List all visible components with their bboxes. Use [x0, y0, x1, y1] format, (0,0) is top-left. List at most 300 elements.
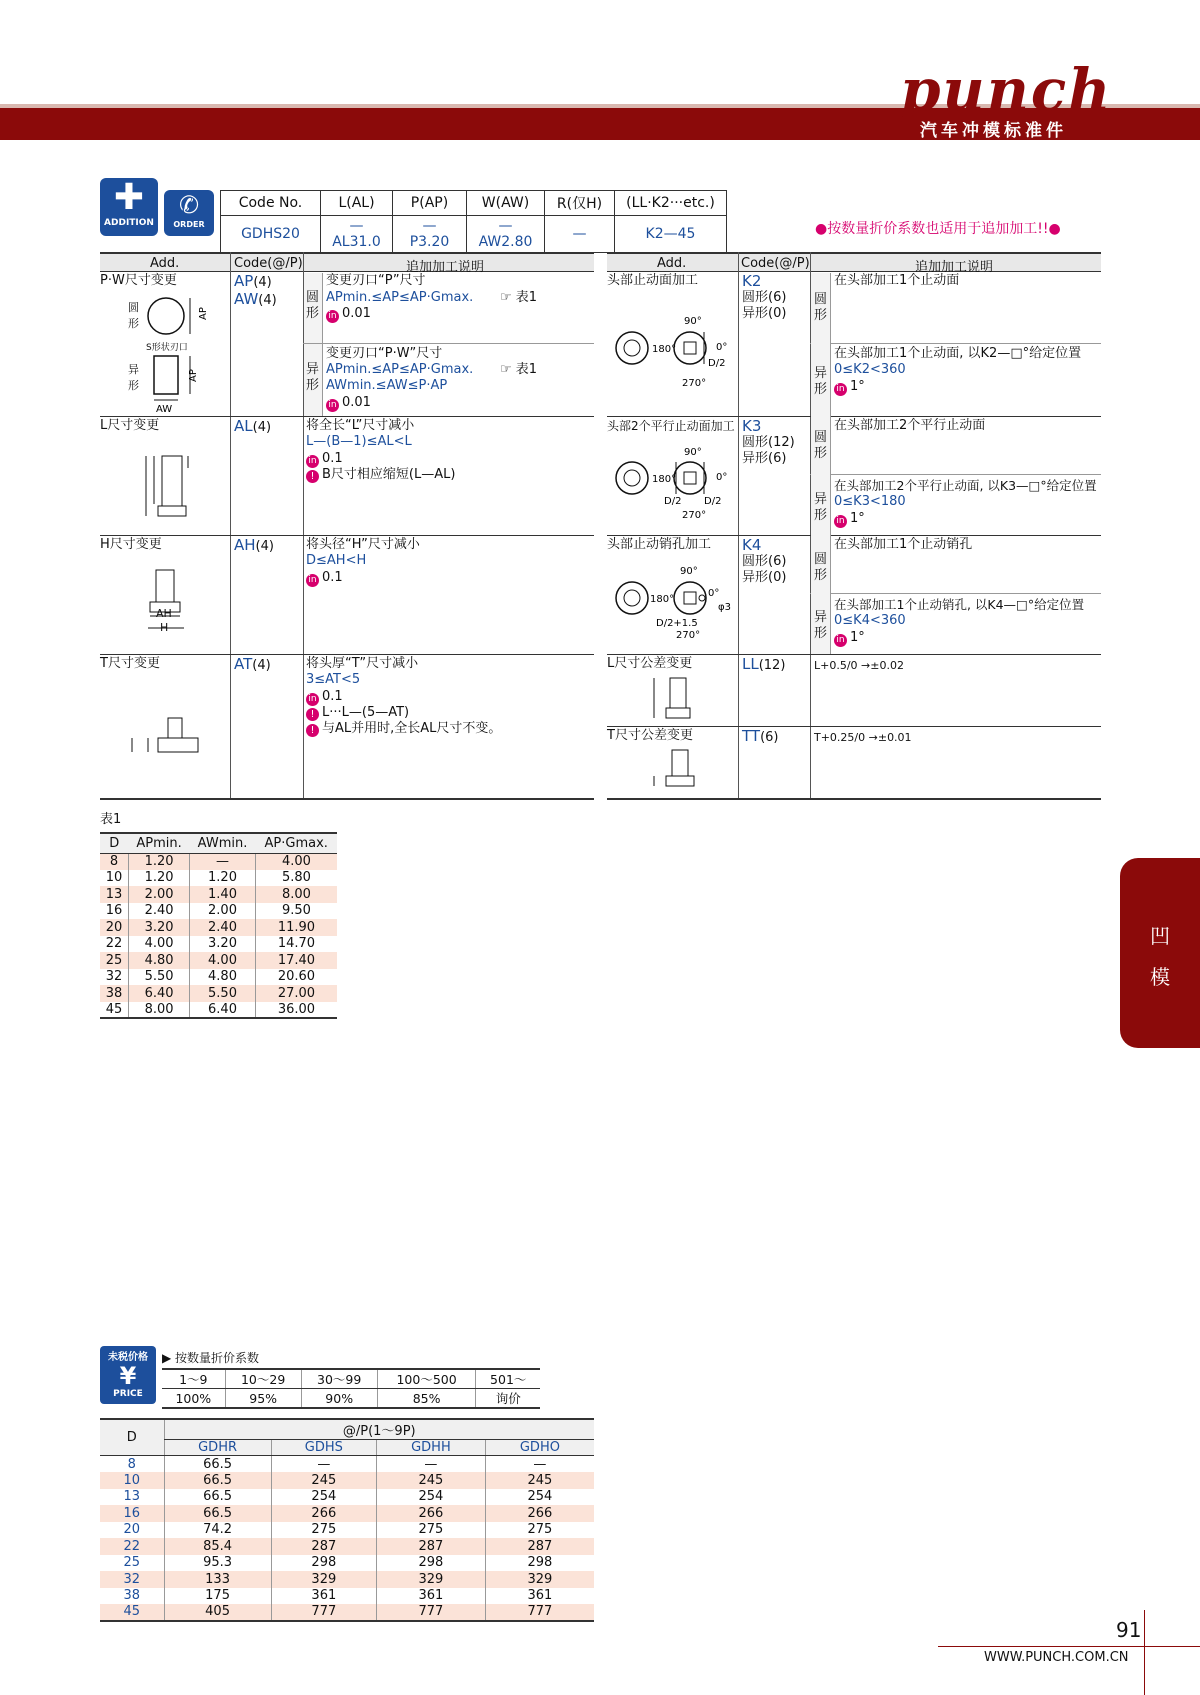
pw-odd-range2: AWmin.≤AW≤P·AP [326, 378, 448, 393]
price-d-cell: 45 [100, 1604, 164, 1621]
code-value: K2—45 [615, 216, 727, 253]
ll-desc: L+0.5/0 →±0.02 [814, 659, 904, 672]
table1-value-cell: 5.50 [129, 969, 190, 986]
table1-value-cell: 1.20 [129, 853, 190, 870]
table1-row [100, 969, 337, 986]
code-header: W(AW) [467, 191, 545, 216]
price-yen-icon: 未税价格 ¥ PRICE [100, 1346, 156, 1404]
svg-text:0°: 0° [716, 342, 728, 353]
svg-text:180°: 180° [650, 594, 675, 605]
table1-value-cell: 27.00 [255, 985, 337, 1002]
k3-odd-range: 0≤K3<180 [834, 494, 906, 509]
code-example-table [220, 190, 727, 253]
page-number: 91 [1116, 1618, 1142, 1642]
pw-code-aw: AW(4) [234, 290, 277, 308]
step-icon: in [834, 634, 847, 647]
k4-diagram [612, 566, 736, 642]
code-header: Code No. [221, 191, 321, 216]
k2-round-desc: 在头部加工1个止动面 [834, 273, 960, 288]
row-divider [607, 726, 1101, 727]
divider [830, 273, 831, 654]
side-tab-char: 模 [1150, 965, 1170, 989]
pw-change-label: P·W尺寸变更 [100, 273, 177, 288]
rate-cell: 85% [377, 1389, 476, 1409]
h-line2: D≤AH<H [306, 553, 367, 568]
l-line1: 将全长“L”尺寸减小 [306, 418, 415, 433]
price-row [100, 1604, 594, 1621]
t-line2: 3≤AT<5 [306, 672, 361, 687]
table1-d-cell: 25 [100, 952, 129, 969]
svg-text:270°: 270° [682, 378, 707, 389]
k3-odd-step: in 1° [834, 511, 865, 528]
pw-odd-step: in 0.01 [326, 395, 371, 412]
discount-title: ▶ 按数量折价系数 [162, 1351, 260, 1365]
row-divider [100, 798, 594, 800]
row-divider [607, 798, 1101, 800]
table1-d-cell: 8 [100, 853, 129, 870]
ll-diagram [640, 676, 700, 722]
k3-odd-tag: 异形 [814, 492, 828, 523]
price-value-cell: 361 [377, 1588, 486, 1605]
table1-row [100, 919, 337, 936]
pw-round-step: in 0.01 [326, 306, 371, 323]
table1-header: AWmin. [190, 833, 256, 853]
price-d-cell: 13 [123, 1489, 141, 1505]
k3-round-tag: 圆形 [814, 430, 828, 461]
pw-odd-range1: APmin.≤AP≤AP·Gmax. [326, 362, 474, 377]
table1-value-cell: 20.60 [255, 969, 337, 986]
table1-value-cell: 9.50 [255, 903, 337, 920]
price-d-cell: 20 [123, 1522, 141, 1538]
round-punch-diagram [146, 296, 209, 336]
shade [811, 273, 830, 654]
svg-text:D/2: D/2 [704, 496, 722, 507]
price-col-header: GDHH [377, 1440, 486, 1456]
price-value-cell: 361 [485, 1588, 594, 1605]
table1-row [100, 1002, 337, 1019]
price-value-cell: 329 [377, 1571, 486, 1588]
price-row [100, 1472, 594, 1489]
table1-value-cell: 36.00 [255, 1002, 337, 1019]
price-d-cell: 10 [100, 1472, 164, 1489]
row-divider [100, 654, 594, 655]
brand-name: punch [900, 56, 1113, 124]
row-divider [810, 474, 1101, 475]
order-phone-icon: ✆ ORDER [164, 190, 214, 236]
price-value-cell: 245 [485, 1472, 594, 1489]
row-divider [810, 343, 1101, 344]
right-section-header [607, 252, 1101, 275]
price-value-cell: 287 [377, 1538, 486, 1555]
ll-code: LL(12) [742, 655, 786, 673]
svg-text:φ3: φ3 [718, 602, 731, 613]
svg-text:180°: 180° [652, 344, 677, 355]
table1-row [100, 870, 337, 887]
step-icon: in [306, 455, 319, 468]
addition-icon: ✚ ADDITION [100, 178, 158, 236]
table1-value-cell: 5.80 [255, 870, 337, 887]
table1-row [100, 985, 337, 1002]
odd-label: 异形 [306, 362, 320, 393]
k4-round-tag: 圆形 [814, 552, 828, 583]
fig-round-label: 圆形 [128, 301, 139, 330]
k2-odd-range: 0≤K2<360 [834, 362, 906, 377]
price-d-cell: 16 [100, 1505, 164, 1522]
table1-value-cell: 2.40 [129, 903, 190, 920]
price-value-cell: 254 [377, 1489, 486, 1506]
k4-odd-price: 异形(0) [742, 570, 787, 585]
step-icon: in [306, 693, 319, 706]
fig-h: H [160, 621, 169, 634]
h-step: in 0.1 [306, 570, 343, 587]
price-value-cell: 266 [271, 1505, 376, 1522]
table1-value-cell: 4.80 [129, 952, 190, 969]
k4-odd-tag: 异形 [814, 610, 828, 641]
k2-code: K2 [742, 272, 762, 290]
k2-round-price: 圆形(6) [742, 290, 787, 305]
qty-cell: 10～29 [225, 1369, 301, 1389]
table1-d-cell: 38 [100, 985, 129, 1002]
price-value-cell: 298 [271, 1555, 376, 1572]
price-d-cell: 8 [127, 1456, 136, 1472]
price-row [100, 1505, 594, 1522]
price-value-cell: 405 [164, 1604, 271, 1621]
price-value-cell: 133 [164, 1571, 271, 1588]
price-value-cell: 275 [485, 1522, 594, 1539]
pw-odd-title: 变更刃口“P·W”尺寸 [326, 346, 443, 361]
rate-cell: 95% [225, 1389, 301, 1409]
code-value: — AL31.0 [321, 216, 393, 253]
t-line1: 将头厚“T”尺寸减小 [306, 656, 419, 671]
price-value-cell: 74.2 [164, 1522, 271, 1539]
svg-text:AP: AP [198, 307, 209, 320]
fig-odd-label: 异形 [128, 363, 139, 392]
rate-cell: 90% [301, 1389, 377, 1409]
step-icon: in [834, 515, 847, 528]
tt-desc: T+0.25/0 →±0.01 [814, 731, 912, 744]
price-d-cell: 38 [123, 1588, 141, 1604]
price-table [100, 1418, 594, 1622]
table1-value-cell: 2.00 [190, 903, 256, 920]
price-value-cell: 266 [377, 1505, 486, 1522]
table1-value-cell: 6.40 [129, 985, 190, 1002]
tt-code: TT(6) [742, 727, 779, 745]
price-value-cell: 777 [271, 1604, 376, 1621]
t-note1: ! L···L—(5—AT) [306, 705, 409, 721]
k2-label: 头部止动面加工 [607, 273, 699, 288]
table1-row [100, 853, 337, 870]
l-code: AL(4) [234, 417, 272, 435]
price-row [100, 1588, 594, 1605]
table1-value-cell: 4.80 [190, 969, 256, 986]
k3-round-desc: 在头部加工2个平行止动面 [834, 418, 986, 433]
k4-odd-range: 0≤K4<360 [834, 613, 906, 628]
t-step: in 0.1 [306, 689, 343, 706]
svg-text:0°: 0° [708, 588, 720, 599]
svg-text:D/2: D/2 [664, 496, 682, 507]
svg-text:90°: 90° [680, 566, 698, 577]
table1-value-cell: 3.20 [129, 919, 190, 936]
price-row [100, 1555, 594, 1572]
svg-text:0°: 0° [716, 472, 728, 483]
k2-odd-price: 异形(0) [742, 306, 787, 321]
k4-round-price: 圆形(6) [742, 554, 787, 569]
k2-odd-tag: 异形 [814, 366, 828, 397]
price-d-cell: 32 [100, 1571, 164, 1588]
price-col-header: GDHR [164, 1440, 271, 1456]
pw-code-ap: AP(4) [234, 272, 272, 290]
table1-value-cell: 14.70 [255, 936, 337, 953]
table1-value-cell: 17.40 [255, 952, 337, 969]
code-value: — AW2.80 [467, 216, 545, 253]
table1-d-cell: 45 [100, 1002, 129, 1019]
table1-value-cell: 5.50 [190, 985, 256, 1002]
price-value-cell: 287 [485, 1538, 594, 1555]
h-dimension-diagram [146, 568, 196, 636]
table1-value-cell: 11.90 [255, 919, 337, 936]
price-value-cell: 254 [271, 1489, 376, 1506]
price-value-cell: 266 [485, 1505, 594, 1522]
code-header: R(仅H) [545, 191, 615, 216]
price-value-cell: — [485, 1456, 594, 1473]
price-value-cell: 66.5 [164, 1456, 271, 1473]
qty-cell: 1～9 [162, 1369, 225, 1389]
svg-text:D/2: D/2 [708, 358, 726, 369]
code-value: — P3.20 [393, 216, 467, 253]
side-tab-char: 凹 [1150, 924, 1170, 948]
code-header: P(AP) [393, 191, 467, 216]
k2-round-tag: 圆形 [814, 292, 828, 323]
brand-tagline: 汽车冲模标准件 [920, 121, 1067, 141]
svg-text:270°: 270° [682, 510, 707, 521]
h-code: AH(4) [234, 536, 274, 554]
col-add: Add. [657, 256, 687, 271]
row-divider [607, 535, 1101, 536]
row-divider [303, 343, 594, 344]
footer-url: WWW.PUNCH.COM.CN [984, 1650, 1129, 1665]
table1-row [100, 903, 337, 920]
row-divider [100, 535, 594, 536]
table1-value-cell: 1.20 [190, 870, 256, 887]
table1-value-cell: 2.00 [129, 886, 190, 903]
price-row [100, 1489, 594, 1506]
row-divider [810, 593, 1101, 594]
divider [738, 252, 739, 798]
table1-value-cell: 4.00 [190, 952, 256, 969]
step-icon: in [834, 383, 847, 396]
fig-s-label: S形状刃口 [146, 343, 188, 353]
k3-round-price: 圆形(12) [742, 435, 795, 450]
price-value-cell: 175 [164, 1588, 271, 1605]
price-value-cell: 66.5 [164, 1489, 271, 1506]
left-section-header [100, 252, 594, 275]
price-value-cell: 361 [271, 1588, 376, 1605]
svg-text:270°: 270° [676, 630, 701, 641]
k4-code: K4 [742, 536, 762, 554]
price-value-cell: 777 [485, 1604, 594, 1621]
table1-d-cell: 13 [100, 886, 129, 903]
brand-logo [880, 56, 1140, 141]
warning-icon: ! [306, 724, 319, 737]
table1-header: D [100, 833, 129, 853]
table1-d-cell: 32 [105, 969, 123, 985]
warning-icon: ! [306, 708, 319, 721]
table1-row [100, 936, 337, 953]
price-value-cell: 777 [377, 1604, 486, 1621]
table1-value-cell: 8.00 [255, 886, 337, 903]
svg-text:180°: 180° [652, 474, 677, 485]
price-value-cell: 275 [377, 1522, 486, 1539]
table1-row [100, 952, 337, 969]
price-value-cell: 66.5 [164, 1505, 271, 1522]
k3-odd-desc: 在头部加工2个平行止动面, 以K3—□°给定位置 [834, 478, 1097, 493]
h-line1: 将头径“H”尺寸减小 [306, 537, 420, 552]
fig-ah: AH [156, 607, 172, 620]
price-value-cell: 275 [271, 1522, 376, 1539]
price-value-cell: 66.5 [164, 1472, 271, 1489]
svg-text:90°: 90° [684, 447, 702, 458]
table1 [100, 832, 337, 1019]
t-dimension-diagram [128, 716, 204, 756]
l-note: ! B尺寸相应缩短(L—AL) [306, 467, 455, 483]
pw-round-title: 变更刃口“P”尺寸 [326, 273, 426, 288]
table1-d-cell: 20 [100, 919, 129, 936]
round-label: 圆形 [306, 290, 320, 321]
price-d-cell: 22 [100, 1538, 164, 1555]
k4-label: 头部止动销孔加工 [607, 537, 712, 552]
table1-d-cell: 22 [105, 936, 123, 952]
price-value-cell: 298 [485, 1555, 594, 1572]
l-line2: L—(B—1)≤AL<L [306, 434, 412, 449]
l-step: in 0.1 [306, 451, 343, 468]
k2-diagram [612, 316, 736, 388]
table1-title: 表1 [100, 812, 122, 827]
code-value: — [545, 216, 615, 253]
col-code: Code(@/P) [234, 256, 303, 271]
tt-label: T尺寸公差变更 [607, 728, 693, 743]
ll-label: L尺寸公差变更 [607, 656, 693, 671]
code-header: L(AL) [321, 191, 393, 216]
row-divider [607, 416, 1101, 417]
price-col-header: GDHO [485, 1440, 594, 1456]
t-change-label: T尺寸变更 [100, 656, 160, 671]
price-value-cell: 85.4 [164, 1538, 271, 1555]
pw-round-range: APmin.≤AP≤AP·Gmax. [326, 290, 474, 305]
price-row [100, 1456, 594, 1473]
footer-line [938, 1646, 1200, 1647]
price-value-cell: 95.3 [164, 1555, 271, 1572]
svg-text:AP: AP [188, 369, 199, 382]
price-value-cell: 254 [485, 1489, 594, 1506]
row-divider [100, 416, 594, 417]
table1-value-cell: 6.40 [190, 1002, 256, 1019]
table1-value-cell: 4.00 [255, 853, 337, 870]
odd-punch-diagram [150, 354, 210, 414]
k3-label: 头部2个平行止动面加工 [607, 419, 735, 433]
divider [322, 273, 323, 416]
table1-value-cell: 4.00 [129, 936, 190, 953]
divider [230, 252, 231, 798]
price-value-cell: — [271, 1456, 376, 1473]
table1-value-cell: 3.20 [190, 936, 256, 953]
rate-cell: 询价 [476, 1389, 540, 1409]
price-value-cell: — [377, 1456, 486, 1473]
k2-odd-step: in 1° [834, 379, 865, 396]
pw-odd-ref: ☞ 表1 [500, 362, 538, 377]
warning-icon: ! [306, 470, 319, 483]
row-divider [607, 654, 1101, 655]
table1-value-cell: 1.20 [129, 870, 190, 887]
discount-note: ●按数量折价系数也适用于追加加工!!● [815, 221, 1061, 237]
pw-round-ref: ☞ 表1 [500, 290, 538, 305]
k4-odd-step: in 1° [834, 630, 865, 647]
k2-odd-desc: 在头部加工1个止动面, 以K2—□°给定位置 [834, 346, 1082, 361]
k3-code: K3 [742, 417, 762, 435]
table1-value-cell: 2.40 [190, 919, 256, 936]
discount-table [162, 1368, 540, 1409]
table1-header: APmin. [129, 833, 190, 853]
svg-text:D/2+1.5: D/2+1.5 [656, 618, 698, 629]
table1-value-cell: 8.00 [129, 1002, 190, 1019]
table1-value-cell: — [190, 853, 256, 870]
h-change-label: H尺寸变更 [100, 537, 162, 552]
table1-d-cell: 16 [105, 903, 123, 919]
table1-value-cell: 1.40 [190, 886, 256, 903]
k4-odd-desc: 在头部加工1个止动销孔, 以K4—□°给定位置 [834, 597, 1085, 612]
t-code: AT(4) [234, 655, 271, 673]
svg-text:90°: 90° [684, 316, 702, 327]
col-desc: 追加加工说明 [915, 260, 994, 275]
price-row [100, 1522, 594, 1539]
step-icon: in [326, 310, 339, 323]
t-note2: ! 与AL并用时,全长AL尺寸不变。 [306, 721, 501, 737]
k3-diagram [612, 448, 736, 520]
price-value-cell: 287 [271, 1538, 376, 1555]
price-row [100, 1538, 594, 1555]
svg-text:AW: AW [156, 404, 173, 415]
table1-row [100, 886, 337, 903]
price-value-cell: 329 [271, 1571, 376, 1588]
price-value-cell: 245 [271, 1472, 376, 1489]
col-add: Add. [150, 256, 180, 271]
footer-divider [1144, 1610, 1145, 1695]
qty-cell: 100～500 [377, 1369, 476, 1389]
qty-cell: 501～ [476, 1369, 540, 1389]
price-value-cell: 329 [485, 1571, 594, 1588]
rate-cell: 100% [162, 1389, 225, 1409]
step-icon: in [306, 574, 319, 587]
qty-cell: 30～99 [301, 1369, 377, 1389]
side-category-tab [1120, 858, 1200, 1048]
l-change-label: L尺寸变更 [100, 418, 160, 433]
code-header: (LL·K2···etc.) [615, 191, 727, 216]
price-group-header: @/P(1～9P) [164, 1419, 594, 1440]
price-col-header: GDHS [271, 1440, 376, 1456]
code-value: GDHS20 [221, 216, 321, 253]
col-code: Code(@/P) [741, 256, 810, 271]
l-dimension-diagram [124, 452, 204, 524]
price-d-cell: 25 [123, 1555, 141, 1571]
step-icon: in [326, 399, 339, 412]
price-row [100, 1571, 594, 1588]
k3-odd-price: 异形(6) [742, 451, 787, 466]
k4-round-desc: 在头部加工1个止动销孔 [834, 537, 973, 552]
price-value-cell: 245 [377, 1472, 486, 1489]
price-value-cell: 298 [377, 1555, 486, 1572]
table1-d-cell: 10 [105, 870, 123, 886]
col-desc: 追加加工说明 [406, 260, 485, 275]
table1-header: AP·Gmax. [255, 833, 337, 853]
